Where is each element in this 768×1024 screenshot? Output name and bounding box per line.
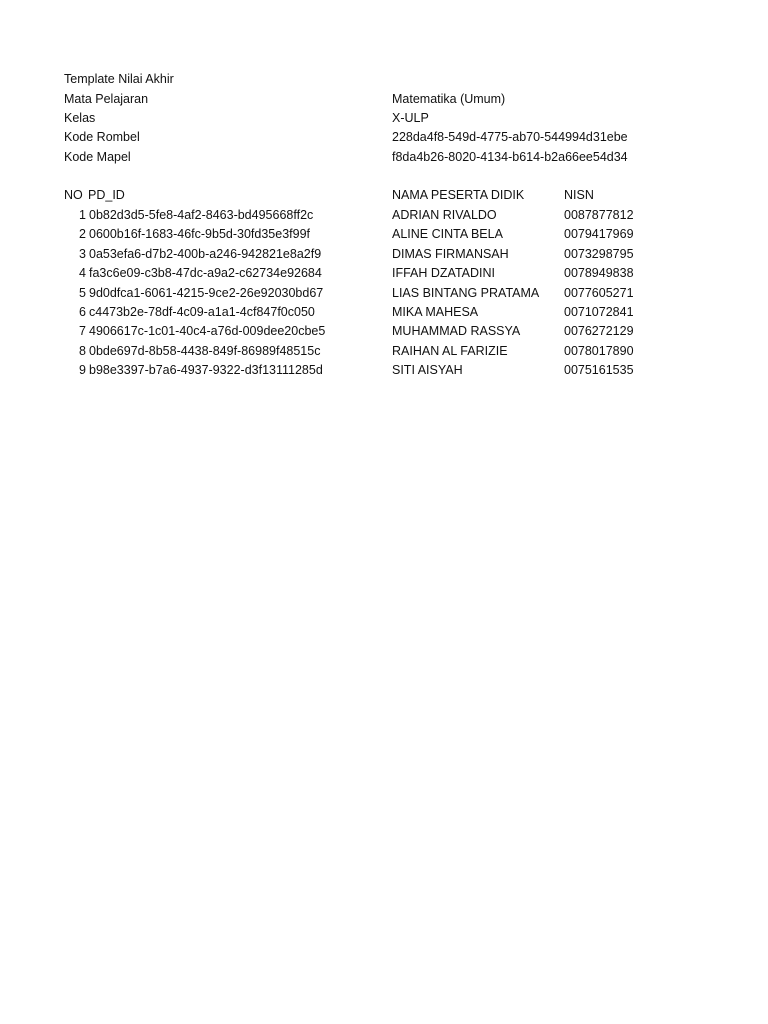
cell-nama: MUHAMMAD RASSYA <box>392 324 521 338</box>
field-label-kode-rombel: Kode Rombel <box>64 130 140 144</box>
field-value-kode-rombel: 228da4f8-549d-4775-ab70-544994d31ebe <box>392 130 628 144</box>
cell-nama: RAIHAN AL FARIZIE <box>392 344 508 358</box>
cell-pd-id: c4473b2e-78df-4c09-a1a1-4cf847f0c050 <box>89 305 315 319</box>
field-label-kode-mapel: Kode Mapel <box>64 150 131 164</box>
cell-pd-id: 0600b16f-1683-46fc-9b5d-30fd35e3f99f <box>89 227 311 241</box>
field-label-mata-pelajaran: Mata Pelajaran <box>64 92 149 106</box>
field-label-kelas: Kelas <box>64 111 96 125</box>
cell-nama: DIMAS FIRMANSAH <box>392 247 509 261</box>
cell-nama: MIKA MAHESA <box>392 305 479 319</box>
cell-no: 3 <box>79 247 86 261</box>
cell-nisn: 0078017890 <box>564 344 634 358</box>
cell-no: 4 <box>79 266 86 280</box>
document-title: Template Nilai Akhir <box>64 72 174 86</box>
cell-pd-id: 0b82d3d5-5fe8-4af2-8463-bd495668ff2c <box>89 208 314 222</box>
cell-nama: ADRIAN RIVALDO <box>392 208 497 222</box>
cell-pd-id: b98e3397-b7a6-4937-9322-d3f13111285d <box>89 363 323 377</box>
cell-no: 5 <box>79 286 86 300</box>
field-value-kelas: X-ULP <box>392 111 429 125</box>
cell-nama: LIAS BINTANG PRATAMA <box>392 286 540 300</box>
cell-pd-id: 4906617c-1c01-40c4-a76d-009dee20cbe5 <box>89 324 326 338</box>
cell-pd-id: 9d0dfca1-6061-4215-9ce2-26e92030bd67 <box>89 286 324 300</box>
cell-no: 1 <box>79 208 86 222</box>
cell-no: 9 <box>79 363 86 377</box>
cell-no: 8 <box>79 344 86 358</box>
column-header-no: NO <box>64 188 83 202</box>
cell-nisn: 0087877812 <box>564 208 634 222</box>
cell-nisn: 0076272129 <box>564 324 634 338</box>
cell-nama: SITI AISYAH <box>392 363 463 377</box>
field-value-mata-pelajaran: Matematika (Umum) <box>392 92 506 106</box>
cell-nisn: 0071072841 <box>564 305 634 319</box>
cell-nisn: 0077605271 <box>564 286 634 300</box>
cell-pd-id: fa3c6e09-c3b8-47dc-a9a2-c62734e92684 <box>89 266 322 280</box>
cell-pd-id: 0bde697d-8b58-4438-849f-86989f48515c <box>89 344 321 358</box>
cell-nama: IFFAH DZATADINI <box>392 266 496 280</box>
cell-pd-id: 0a53efa6-d7b2-400b-a246-942821e8a2f9 <box>89 247 322 261</box>
cell-nisn: 0078949838 <box>564 266 634 280</box>
cell-nama: ALINE CINTA BELA <box>392 227 503 241</box>
cell-no: 6 <box>79 305 86 319</box>
cell-nisn: 0075161535 <box>564 363 634 377</box>
cell-nisn: 0073298795 <box>564 247 634 261</box>
field-value-kode-mapel: f8da4b26-8020-4134-b614-b2a66ee54d34 <box>392 150 628 164</box>
cell-no: 7 <box>79 324 86 338</box>
column-header-nisn: NISN <box>564 188 594 202</box>
column-header-nama: NAMA PESERTA DIDIK <box>392 188 525 202</box>
column-header-pd-id: PD_ID <box>88 188 125 202</box>
cell-nisn: 0079417969 <box>564 227 634 241</box>
cell-no: 2 <box>79 227 86 241</box>
